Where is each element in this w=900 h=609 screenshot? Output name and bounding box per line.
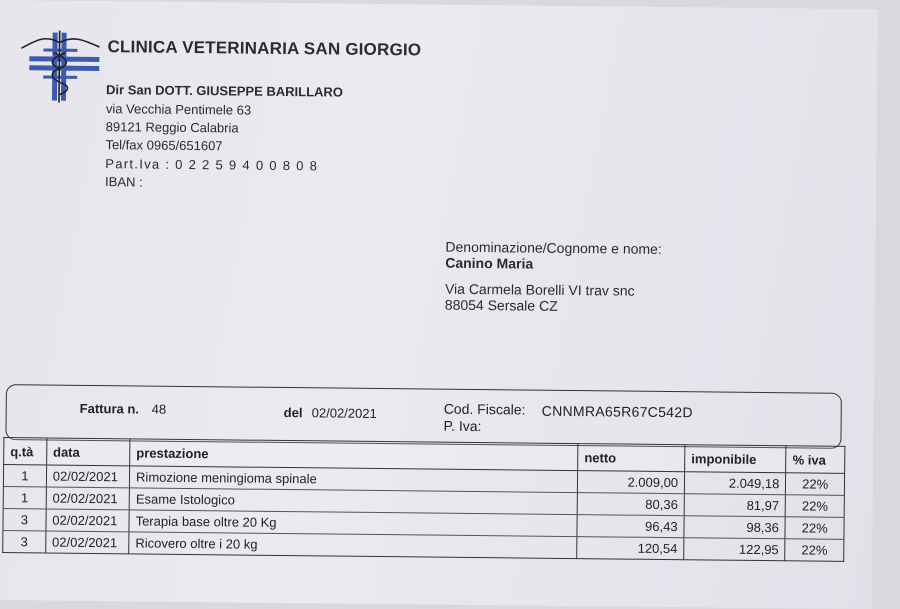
row-data: 02/02/2021 bbox=[45, 531, 129, 554]
row-imponibile: 81,97 bbox=[684, 494, 786, 517]
row-data: 02/02/2021 bbox=[46, 509, 130, 532]
header-imponibile: imponibile bbox=[685, 445, 787, 473]
row-netto: 2.009,00 bbox=[578, 471, 685, 494]
header-data: data bbox=[46, 438, 130, 466]
invoice-number-label: Fattura n. bbox=[79, 400, 140, 417]
row-data: 02/02/2021 bbox=[46, 465, 130, 488]
row-netto: 80,36 bbox=[577, 493, 684, 516]
row-prestazione: Rimozione meningioma spinale bbox=[129, 466, 577, 493]
invoice-date: 02/02/2021 bbox=[311, 405, 377, 421]
clinic-director: Dir San DOTT. GIUSEPPE BARILLARO bbox=[105, 82, 344, 100]
header-qta: q.tà bbox=[4, 438, 47, 465]
row-qta: 3 bbox=[3, 509, 46, 531]
caduceus-cross-logo bbox=[15, 28, 106, 105]
clinic-iban: IBAN : bbox=[105, 174, 143, 190]
invoice-number: 48 bbox=[151, 401, 167, 417]
row-imponibile: 2.049,18 bbox=[684, 472, 786, 495]
customer-vat-label: P. Iva: bbox=[443, 417, 482, 435]
clinic-vat-number: Part.Iva : 0 2 2 5 9 4 0 0 8 0 8 bbox=[105, 156, 319, 174]
customer-label: Denominazione/Cognome e nome: bbox=[445, 238, 662, 257]
row-qta: 1 bbox=[3, 487, 46, 509]
row-qta: 1 bbox=[3, 465, 46, 487]
row-imponibile: 98,36 bbox=[684, 516, 786, 539]
row-prestazione: Terapia base oltre 20 Kg bbox=[129, 510, 577, 537]
row-prestazione: Ricovero oltre i 20 kg bbox=[129, 532, 577, 559]
clinic-city: 89121 Reggio Calabria bbox=[105, 119, 239, 136]
row-netto: 96,43 bbox=[577, 515, 684, 538]
row-iva: 22% bbox=[785, 539, 844, 562]
invoice-items-table bbox=[2, 437, 845, 562]
customer-name: Canino Maria bbox=[445, 254, 534, 272]
row-iva: 22% bbox=[786, 473, 845, 496]
clinic-name: CLINICA VETERINARIA SAN GIORGIO bbox=[107, 37, 422, 60]
clinic-address: via Vecchia Pentimele 63 bbox=[105, 101, 252, 118]
fiscal-code-label: Cod. Fiscale: bbox=[443, 400, 526, 418]
row-imponibile: 122,95 bbox=[684, 538, 786, 561]
customer-city: 88054 Sersale CZ bbox=[444, 296, 558, 314]
row-iva: 22% bbox=[786, 495, 845, 518]
fiscal-code: CNNMRA65R67C542D bbox=[541, 402, 693, 421]
customer-street: Via Carmela Borelli VI trav snc bbox=[444, 280, 635, 299]
header-netto: netto bbox=[578, 444, 685, 472]
row-prestazione: Esame Istologico bbox=[129, 488, 577, 515]
clinic-telfax: Tel/fax 0965/651607 bbox=[105, 137, 223, 154]
invoice-date-label: del bbox=[283, 404, 303, 421]
row-data: 02/02/2021 bbox=[46, 487, 130, 510]
header-iva: % iva bbox=[786, 446, 845, 474]
row-netto: 120,54 bbox=[577, 537, 684, 560]
row-qta: 3 bbox=[3, 531, 46, 553]
row-iva: 22% bbox=[785, 517, 844, 540]
header-prestazione: prestazione bbox=[130, 439, 578, 471]
